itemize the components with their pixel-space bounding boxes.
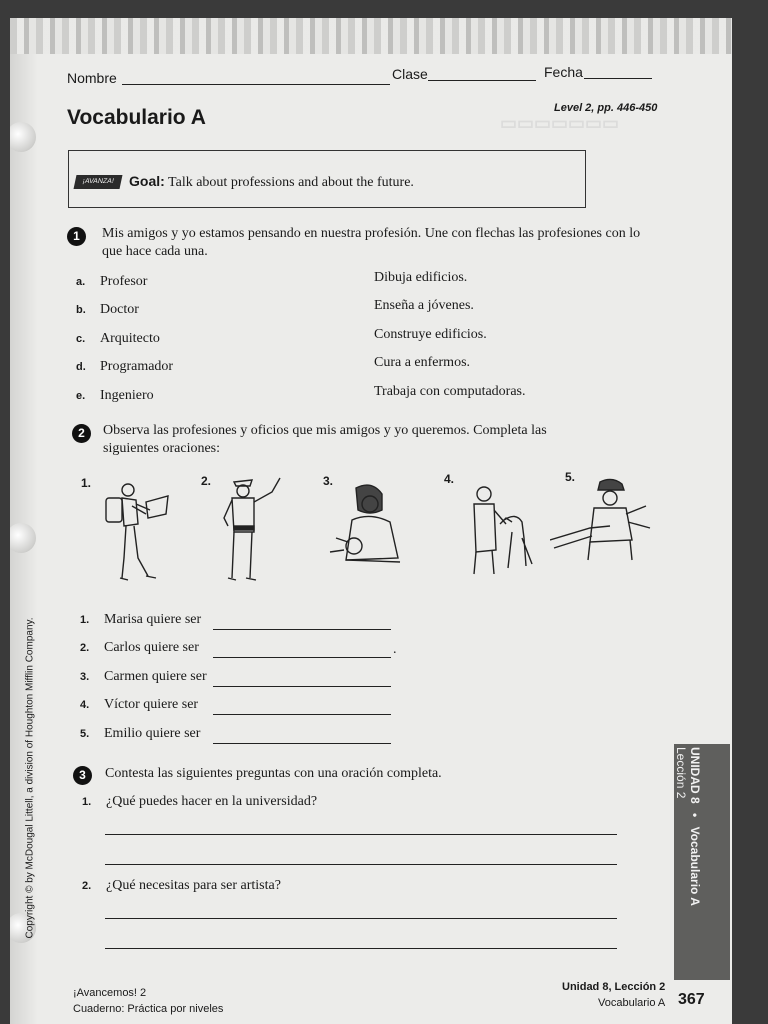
level-reference: Level 2, pp. 446-450 [554,102,658,114]
nurse-with-baby-illustration [326,480,408,580]
section-3-instruction: Contesta las siguientes preguntas con una oración completa. [105,766,442,781]
goal-text [129,173,414,191]
avanza-badge: ¡AVANZA! [74,175,123,189]
activity-5: Trabaja con computadoras. [374,384,526,399]
clase-label: Clase [392,66,428,82]
question-1-line-a[interactable] [105,834,617,835]
workbook-page [10,18,732,1024]
sentence-2: 2. Carlos quiere ser [80,640,199,655]
question-2: 2. ¿Qué necesitas para ser artista? [82,878,281,893]
picture-label-2: 2. [201,474,212,488]
sentence-5: 5. Emilio quiere ser [80,726,201,741]
question-1-line-b[interactable] [105,864,617,865]
decorative-border [10,18,732,54]
footer-unit: Unidad 8, Lección 2 [562,981,666,993]
goal-description: Talk about professions and about the future. [168,175,414,190]
police-officer-illustration [220,474,286,586]
question-1: 1. ¿Qué puedes hacer en la universidad? [82,794,318,809]
side-tab-separator: • [688,813,702,818]
picture-label-5: 5. [565,470,576,484]
clase-line [428,80,536,81]
nombre-line [122,84,390,85]
answer-line-3[interactable] [213,686,391,687]
page-title: Vocabulario A [67,106,206,129]
profession-c: c. Arquitecto [76,331,160,346]
answer-line-5[interactable] [213,743,391,744]
fecha-label: Fecha [544,64,583,80]
profession-d: d. Programador [76,359,174,374]
goal-label: Goal: [129,173,165,189]
sentence-4: 4. Víctor quiere ser [80,697,199,712]
sentence-1: 1. Marisa quiere ser [80,612,202,627]
answer-line-4[interactable] [213,714,391,715]
section-2-number: 2 [72,424,91,443]
picture-label-4: 4. [444,472,455,486]
fecha-line [584,78,652,79]
activity-2: Enseña a jóvenes. [374,298,474,313]
side-tab-lesson: Lección 2 [674,747,688,799]
page-number: 367 [678,991,705,1008]
footer-book-title: ¡Avancemos! 2 [73,987,147,999]
answer-line-2[interactable] [213,657,391,658]
goal-box [68,150,586,208]
bleed-through: ▭▭▭▭▭▭▭ [500,113,620,133]
veterinarian-with-dog-illustration [466,480,536,580]
section-2-instruction: Observa las profesiones y oficios que mis amigos y yo queremos. Completa las siguientes oraciones: [103,423,547,456]
sentence-3: 3. Carmen quiere ser [80,669,207,684]
section-3-number: 3 [73,766,92,785]
profession-e: e. Ingeniero [76,388,154,403]
hiker-with-map-illustration [102,480,172,584]
sentence-2-end: . [393,642,397,657]
footer-subtitle: Cuaderno: Práctica por niveles [73,1003,224,1015]
question-2-line-a[interactable] [105,918,617,919]
nombre-label: Nombre [67,70,117,86]
picture-label-1: 1. [81,476,92,490]
answer-line-1[interactable] [213,629,391,630]
picture-label-3: 3. [323,474,334,488]
profession-b: b. Doctor [76,302,139,317]
section-1-instruction: Mis amigos y yo estamos pensando en nuestra profesión. Une con flechas las profesiones con lo que hace cada una. [102,226,641,259]
section-1-number: 1 [67,227,86,246]
activity-3: Construye edificios. [374,327,487,342]
firefighter-with-hose-illustration [550,476,654,562]
unit-side-tab [674,744,730,980]
side-tab-unit: UNIDAD 8 [688,747,702,804]
activity-1: Dibuja edificios. [374,270,468,285]
question-2-line-b[interactable] [105,948,617,949]
activity-4: Cura a enfermos. [374,355,471,370]
copyright-notice: Copyright © by McDougal Littell, a division of Houghton Mifflin Company. [24,617,36,939]
profession-a: a. Profesor [76,274,148,289]
side-tab-section: Vocabulario A [688,826,702,906]
footer-section: Vocabulario A [598,997,666,1009]
